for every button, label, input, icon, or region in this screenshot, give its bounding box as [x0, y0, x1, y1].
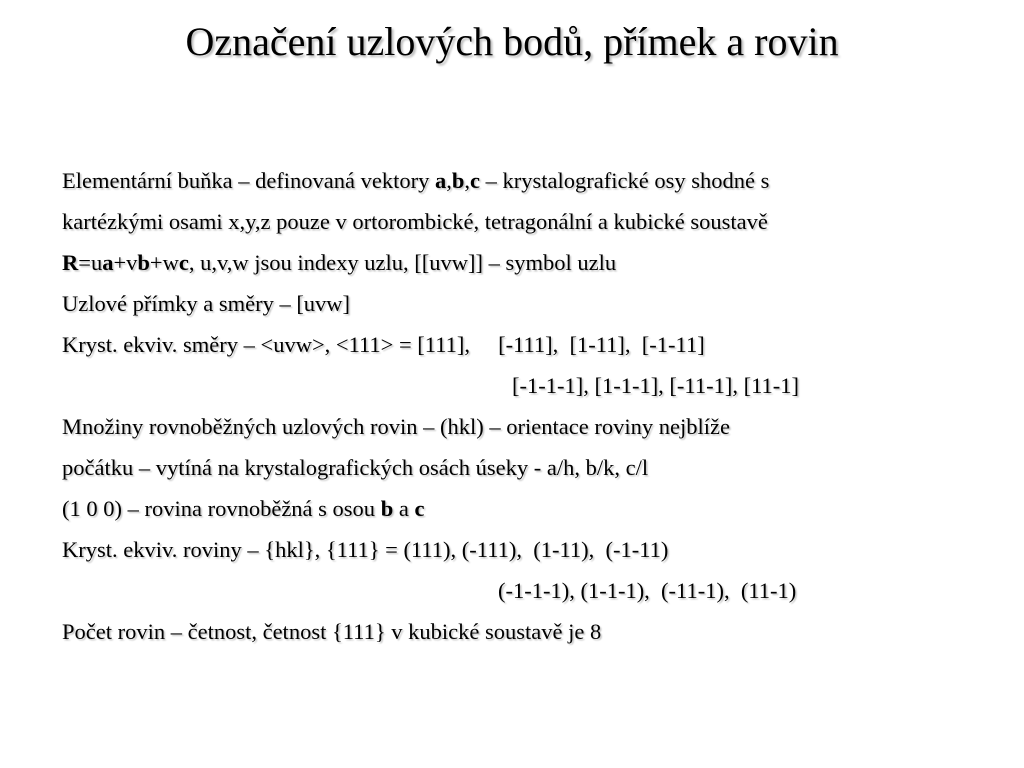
text-run: +v — [113, 250, 138, 275]
text-line-plane-100 — [62, 488, 1002, 529]
vector-a: a — [435, 168, 447, 193]
text-line-directions: Uzlové přímky a směry – [uvw] — [62, 291, 351, 316]
text-run: (1 0 0) – rovina rovnoběžná s osou — [62, 496, 381, 521]
vector-a: a — [102, 250, 114, 275]
vector-c: c — [178, 250, 189, 275]
vector-b: b — [451, 168, 465, 193]
text-line-equiv-directions: Kryst. ekviv. směry – <uvw>, <111> = [111], [-111], [1-11], [-1-11] — [62, 332, 705, 357]
text-run: Elementární buňka – definovaná vektory — [62, 168, 435, 193]
text-run: , — [464, 168, 471, 193]
vector-b: b — [137, 250, 150, 275]
text-run: , — [446, 168, 452, 193]
text-line-equiv-planes-cont: (-1-1-1), (1-1-1), (-11-1), (11-1) — [498, 578, 797, 603]
text-run: – krystalografické osy shodné s — [480, 168, 770, 193]
text-line-planes: Množiny rovnoběžných uzlových rovin – (hkl) – orientace roviny nejblíže — [62, 414, 730, 439]
text-run: , u,v,w jsou indexy uzlu, [[uvw]] – symbol uzlu — [188, 250, 617, 275]
axis-b: b — [380, 496, 394, 521]
text-line-intercepts: počátku – vytíná na krystalografických osách úseky - a/h, b/k, c/l — [62, 455, 649, 480]
slide-title: Označení uzlových bodů, přímek a rovin — [185, 19, 839, 64]
text-run: a — [393, 496, 415, 521]
slide-body — [62, 160, 1002, 652]
text-line-multiplicity: Počet rovin – četnost, četnost {111} v kubické soustavě je 8 — [62, 619, 602, 644]
text-line-equiv-planes: Kryst. ekviv. roviny – {hkl}, {111} = (111), (-111), (1-11), (-1-11) — [62, 537, 669, 562]
text-line-node-vector — [62, 242, 1002, 283]
text-line-equiv-directions-cont: [-1-1-1], [1-1-1], [-11-1], [11-1] — [512, 373, 799, 398]
text-line-unit-cell — [62, 160, 1002, 201]
text-run: =u — [78, 250, 103, 275]
text-run: +w — [149, 250, 179, 275]
vector-r: R — [62, 250, 79, 275]
text-line-cartesian: kartézkými osami x,y,z pouze v ortorombické, tetragonální a kubické soustavě — [62, 209, 768, 234]
vector-c: c — [470, 168, 481, 193]
axis-c: c — [414, 496, 425, 521]
